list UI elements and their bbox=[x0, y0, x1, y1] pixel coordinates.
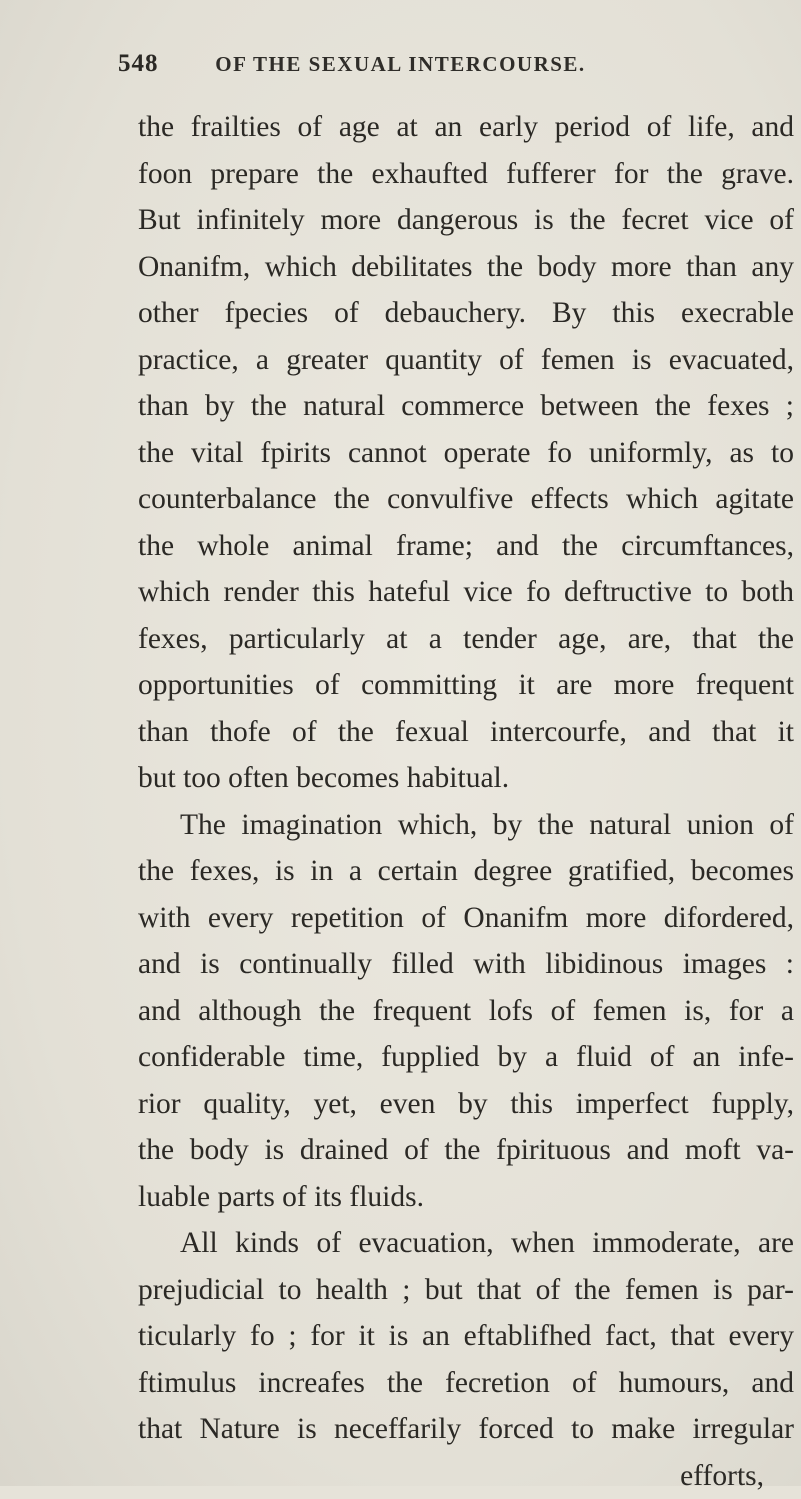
text-line: which render this hateful vice fo deftructive to both bbox=[138, 569, 794, 616]
page-number: 548 bbox=[118, 50, 208, 78]
text-line: the fexes, is in a certain degree gratified, becomes bbox=[138, 848, 794, 895]
text-line: foon prepare the exhaufted fufferer for the grave. bbox=[138, 151, 794, 198]
text-line: luable parts of its fluids. bbox=[138, 1174, 794, 1221]
running-head: OF THE SEXUAL INTERCOURSE. bbox=[215, 52, 585, 77]
text-line: rior quality, yet, even by this imperfect fupply, bbox=[138, 1081, 794, 1128]
paragraph-start-line: All kinds of evacuation, when immoderate, are bbox=[138, 1220, 794, 1267]
text-line: other fpecies of debauchery. By this execrable bbox=[138, 290, 794, 337]
text-line: and is continually filled with libidinous images : bbox=[138, 941, 794, 988]
text-line: counterbalance the convulfive effects which agitate bbox=[138, 476, 794, 523]
text-line: than thofe of the fexual intercourfe, and that it bbox=[138, 709, 794, 756]
paragraph-start-line: The imagination which, by the natural union of bbox=[138, 802, 794, 849]
text-line: Onanifm, which debilitates the body more than any bbox=[138, 244, 794, 291]
text-line: But infinitely more dangerous is the fecret vice of bbox=[138, 197, 794, 244]
text-line: opportunities of committing it are more frequent bbox=[138, 662, 794, 709]
text-line: ticularly fo ; for it is an eftablifhed fact, that every bbox=[138, 1313, 794, 1360]
catchword: efforts, bbox=[138, 1453, 794, 1499]
text-line: fexes, particularly at a tender age, are, that the bbox=[138, 616, 794, 663]
text-line: confiderable time, fupplied by a fluid of an infe- bbox=[138, 1034, 794, 1081]
text-line: the vital fpirits cannot operate fo uniformly, as to bbox=[138, 430, 794, 477]
text-line: and although the frequent lofs of femen is, for a bbox=[138, 988, 794, 1035]
text-line: but too often becomes habitual. bbox=[138, 755, 794, 802]
body-text bbox=[138, 104, 794, 1499]
text-line: than by the natural commerce between the fexes ; bbox=[138, 383, 794, 430]
text-line: the whole animal frame; and the circumftances, bbox=[138, 523, 794, 570]
text-line: prejudicial to health ; but that of the femen is par- bbox=[138, 1267, 794, 1314]
text-line: practice, a greater quantity of femen is evacuated, bbox=[138, 337, 794, 384]
text-line: with every repetition of Onanifm more difordered, bbox=[138, 895, 794, 942]
page-header bbox=[118, 50, 778, 90]
text-line: the frailties of age at an early period of life, and bbox=[138, 104, 794, 151]
text-line: that Nature is neceffarily forced to make irregular bbox=[138, 1406, 794, 1453]
text-line: the body is drained of the fpirituous and moft va- bbox=[138, 1127, 794, 1174]
text-line: ftimulus increafes the fecretion of humours, and bbox=[138, 1360, 794, 1407]
